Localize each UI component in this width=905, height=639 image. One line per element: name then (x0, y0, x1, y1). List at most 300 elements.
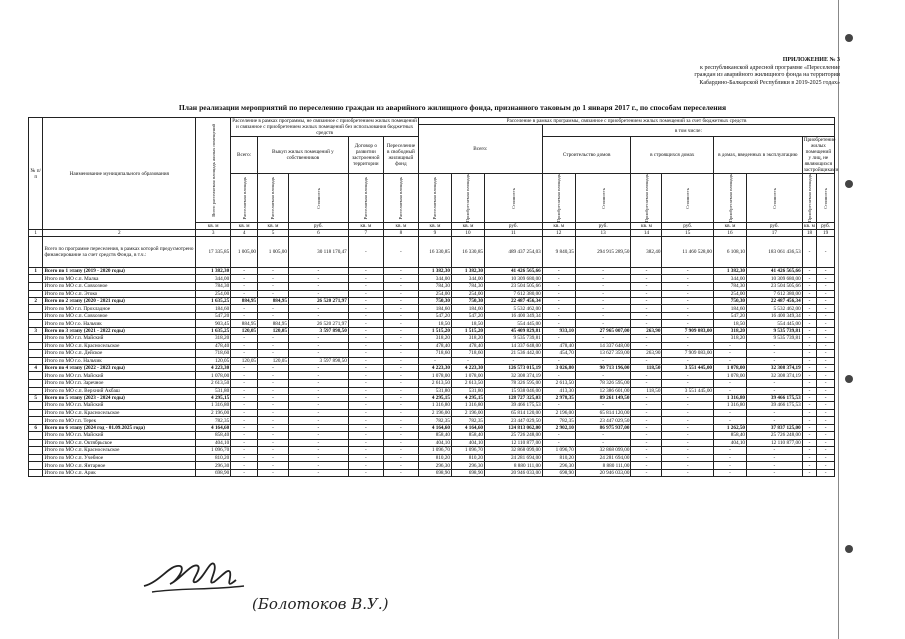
table-cell: 547,20 (451, 312, 484, 320)
table-cell: 254,00 (196, 290, 231, 298)
table-cell: - (348, 379, 383, 387)
table-row (29, 312, 835, 320)
table-cell: - (288, 350, 348, 358)
table-row (29, 417, 835, 425)
col-number: 6 (288, 230, 348, 237)
table-cell: 750,30 (418, 298, 451, 305)
table-cell: 547,20 (714, 312, 747, 320)
col-number: 2 (43, 230, 196, 237)
table-cell: - (383, 424, 418, 431)
row-number (29, 283, 43, 291)
table-cell: 3 551 445,00 (662, 365, 714, 372)
table-cell: 23 447 029,50 (485, 417, 543, 425)
col-number: 5 (258, 230, 289, 237)
table-cell: 1 382,30 (714, 268, 747, 275)
table-cell: - (802, 334, 816, 342)
table-cell: - (817, 342, 835, 350)
table-cell: - (802, 454, 816, 462)
table-cell: - (288, 275, 348, 283)
table-cell: 120,05 (231, 327, 258, 334)
table-cell: - (348, 417, 383, 425)
relocation-plan-table (28, 117, 839, 477)
table-cell: - (802, 283, 816, 291)
table-cell: - (288, 283, 348, 291)
table-row (29, 431, 835, 439)
table-cell: - (747, 342, 803, 350)
table-cell: 1 078,00 (714, 372, 747, 380)
table-cell: - (631, 439, 662, 447)
table-cell: - (631, 379, 662, 387)
row-number (29, 469, 43, 477)
row-number (29, 320, 43, 328)
table-cell: 1 382,30 (451, 268, 484, 275)
municipality-name: Итого по МО с.п. Совхозное (43, 312, 196, 320)
table-cell: - (231, 409, 258, 417)
table-cell: - (231, 290, 258, 298)
table-cell: - (817, 387, 835, 395)
table-cell: 1 382,30 (196, 268, 231, 275)
table-cell: 531,80 (451, 387, 484, 395)
table-cell: - (383, 350, 418, 358)
table-cell: - (575, 431, 631, 439)
table-cell: 1 635,25 (196, 298, 231, 305)
table-cell: 23 504 505,66 (747, 283, 803, 291)
col-number: 4 (231, 230, 258, 237)
table-cell: - (348, 298, 383, 305)
table-cell: 32 868 099,00 (485, 447, 543, 455)
col-header-b-total: Всего: (418, 125, 542, 174)
municipality-name: Итого по МО г.п. Майский (43, 431, 196, 439)
table-cell: 782,35 (451, 417, 484, 425)
row-number (29, 387, 43, 395)
table-cell: 1 316,80 (196, 402, 231, 410)
unit-cell: кв. м (258, 223, 289, 230)
table-cell: 7 612 380,00 (485, 290, 543, 298)
table-cell: - (662, 342, 714, 350)
table-cell: - (575, 334, 631, 342)
table-cell: - (662, 409, 714, 417)
table-cell: - (288, 387, 348, 395)
table-cell: - (542, 357, 575, 365)
table-cell: - (383, 298, 418, 305)
table-cell: - (662, 402, 714, 410)
table-cell: - (802, 327, 816, 334)
table-cell: - (383, 409, 418, 417)
municipality-name: Итого по МО г.п. Терек (43, 417, 196, 425)
table-cell: - (258, 275, 289, 283)
table-cell: - (258, 334, 289, 342)
table-cell: 933,10 (542, 327, 575, 334)
table-cell: - (288, 268, 348, 275)
punch-hole-mark (845, 375, 853, 383)
table-cell: - (802, 320, 816, 328)
table-row (29, 320, 835, 328)
col-number: 11 (485, 230, 543, 237)
unit-cell: кв. м (451, 223, 484, 230)
annex-header (610, 57, 840, 87)
row-number (29, 454, 43, 462)
table-cell: 404,10 (196, 439, 231, 447)
table-cell: 41 426 565,66 (747, 268, 803, 275)
table-cell: - (817, 268, 835, 275)
table-cell: - (383, 462, 418, 470)
table-cell: 698,90 (542, 469, 575, 477)
table-cell: - (631, 342, 662, 350)
table-cell: 1 078,00 (418, 372, 451, 380)
municipality-name: Итого по МО с.п. Дейское (43, 350, 196, 358)
table-row (29, 342, 835, 350)
table-cell: 382,40 (631, 237, 662, 268)
table-row-stage (29, 298, 835, 305)
table-cell: - (747, 387, 803, 395)
table-cell: - (348, 395, 383, 402)
table-cell: - (258, 305, 289, 313)
table-cell: - (485, 357, 543, 365)
table-row (29, 402, 835, 410)
table-cell: - (348, 469, 383, 477)
table-cell: 254,00 (451, 290, 484, 298)
table-cell: - (348, 409, 383, 417)
table-cell: - (817, 365, 835, 372)
table-cell: 1 515,20 (451, 327, 484, 334)
table-cell: - (575, 320, 631, 328)
table-cell: 344,00 (714, 275, 747, 283)
table-cell: - (348, 387, 383, 395)
table-row-total (29, 237, 835, 268)
table-cell: - (631, 409, 662, 417)
page-edge-line (838, 0, 839, 639)
table-cell: - (231, 424, 258, 431)
table-cell: 7 909 083,00 (662, 350, 714, 358)
table-cell: 15 938 046,00 (485, 387, 543, 395)
table-cell: 3 026,80 (542, 365, 575, 372)
table-cell: - (747, 379, 803, 387)
sub-header-cost: Стоимость (747, 174, 803, 223)
table-cell: - (714, 447, 747, 455)
table-cell: - (631, 275, 662, 283)
table-cell: - (802, 290, 816, 298)
col-number: 8 (383, 230, 418, 237)
row-number (29, 342, 43, 350)
table-cell: - (575, 298, 631, 305)
col-number: 10 (451, 230, 484, 237)
table-cell: - (348, 454, 383, 462)
table-cell: - (817, 424, 835, 431)
table-cell: 23 447 029,50 (575, 417, 631, 425)
table-cell: - (817, 439, 835, 447)
table-cell: - (258, 312, 289, 320)
table-row (29, 290, 835, 298)
table-cell: 118,50 (631, 365, 662, 372)
table-cell: - (348, 290, 383, 298)
table-cell: - (662, 334, 714, 342)
table-cell: - (802, 469, 816, 477)
table-cell: 4 164,60 (451, 424, 484, 431)
table-cell: - (383, 327, 418, 334)
table-cell: - (662, 431, 714, 439)
table-cell: 45 409 829,81 (485, 327, 543, 334)
municipality-name: Итого по МО г.о. Нальчик (43, 357, 196, 365)
table-cell: - (714, 462, 747, 470)
table-cell: - (542, 305, 575, 313)
table-cell: 454,70 (542, 350, 575, 358)
table-cell: - (802, 312, 816, 320)
table-cell: 4 295,15 (418, 395, 451, 402)
sub-header-acq-area: Приобретаемая площадь (631, 174, 662, 223)
table-cell: - (714, 379, 747, 387)
table-cell: 547,20 (418, 312, 451, 320)
table-cell: 903,45 (196, 320, 231, 328)
col-header-num: № п/п (29, 118, 43, 230)
table-cell: - (258, 424, 289, 431)
table-cell: - (231, 454, 258, 462)
table-cell: - (631, 305, 662, 313)
municipality-name: Всего по 2 этапу (2020 - 2021 годы) (43, 298, 196, 305)
municipality-name: Итого по МО с.п. Красносельское (43, 447, 196, 455)
table-cell: 554 445,00 (485, 320, 543, 328)
table-cell: 810,20 (542, 454, 575, 462)
table-cell: - (231, 439, 258, 447)
table-cell: 1 382,30 (418, 268, 451, 275)
table-cell: - (714, 342, 747, 350)
table-cell: - (288, 312, 348, 320)
table-cell: - (383, 320, 418, 328)
table-cell: 41 426 565,66 (485, 268, 543, 275)
table-cell: 1 262,50 (714, 424, 747, 431)
table-cell: - (802, 237, 816, 268)
table-cell: 2 196,00 (418, 409, 451, 417)
table-cell: 263,90 (631, 327, 662, 334)
table-cell: 344,00 (451, 275, 484, 283)
table-cell: 24 281 694,00 (575, 454, 631, 462)
table-cell: - (348, 275, 383, 283)
table-cell: - (817, 379, 835, 387)
table-cell: - (747, 357, 803, 365)
table-cell: - (542, 290, 575, 298)
table-cell: - (258, 417, 289, 425)
table-cell: 90 713 196,00 (575, 365, 631, 372)
table-cell: 2 613,50 (542, 379, 575, 387)
table-cell: 4 164,60 (418, 424, 451, 431)
table-cell: - (631, 395, 662, 402)
table-cell: - (383, 387, 418, 395)
table-cell: 531,80 (418, 387, 451, 395)
municipality-name: Итого по МО с.п. Учебное (43, 454, 196, 462)
table-cell: 782,35 (418, 417, 451, 425)
table-cell: 120,05 (258, 327, 289, 334)
table-cell: - (747, 350, 803, 358)
table-cell: 89 261 149,50 (575, 395, 631, 402)
table-cell: - (542, 439, 575, 447)
table-cell: - (231, 312, 258, 320)
table-row (29, 350, 835, 358)
table-cell: 344,00 (418, 275, 451, 283)
table-cell: 1 096,70 (542, 447, 575, 455)
table-cell: - (662, 424, 714, 431)
table-cell: - (258, 454, 289, 462)
table-cell: - (631, 431, 662, 439)
table-cell: - (817, 454, 835, 462)
table-cell: - (747, 462, 803, 470)
unit-cell: кв. м (804, 223, 815, 230)
col-number: 3 (196, 230, 231, 237)
table-cell: - (383, 334, 418, 342)
row-number (29, 372, 43, 380)
table-cell: 750,30 (714, 298, 747, 305)
table-row (29, 454, 835, 462)
row-number (29, 357, 43, 365)
table-cell: - (231, 372, 258, 380)
table-cell: - (817, 237, 835, 268)
table-row-stage (29, 327, 835, 334)
table-cell: - (817, 350, 835, 358)
table-cell: - (348, 402, 383, 410)
table-row (29, 439, 835, 447)
table-cell: 16 330,85 (451, 237, 484, 268)
municipality-name: Итого по МО с.п. Совхозное (43, 283, 196, 291)
table-cell: - (348, 342, 383, 350)
table-cell: 1 096,70 (196, 447, 231, 455)
table-cell: 184,60 (714, 305, 747, 313)
col-number: 18 (802, 230, 816, 237)
table-cell: 296,30 (451, 462, 484, 470)
table-cell: - (714, 454, 747, 462)
table-cell: - (542, 372, 575, 380)
table-cell: 10 309 680,00 (485, 275, 543, 283)
table-row (29, 283, 835, 291)
row-number (29, 350, 43, 358)
sub-header-cost: Стоимость (662, 174, 714, 223)
table-cell: 698,90 (418, 469, 451, 477)
table-cell: 5 532 462,00 (485, 305, 543, 313)
table-cell: 120,05 (258, 357, 289, 365)
col-header-b-other: Приобретение жилых помещений у лиц, не являющихся застройщиками (803, 137, 839, 173)
table-cell: - (288, 424, 348, 431)
table-cell: 782,35 (196, 417, 231, 425)
table-cell: 9 840,35 (542, 237, 575, 268)
table-cell: - (631, 447, 662, 455)
table-cell: - (802, 379, 816, 387)
table-cell: 404,10 (451, 439, 484, 447)
table-cell: - (631, 268, 662, 275)
sub-header-area: Расселяемая площадь (231, 174, 258, 223)
table-cell: - (348, 312, 383, 320)
table-row (29, 275, 835, 283)
table-cell: - (348, 268, 383, 275)
unit-cell: кв. м (542, 223, 575, 230)
table-cell: - (288, 290, 348, 298)
table-cell: 296,30 (418, 462, 451, 470)
row-number (29, 379, 43, 387)
table-cell: - (747, 469, 803, 477)
table-cell: - (662, 283, 714, 291)
table-cell: 1 005,00 (258, 237, 289, 268)
table-cell: 23 504 505,66 (485, 283, 543, 291)
table-cell: 718,60 (196, 350, 231, 358)
table-cell: - (714, 469, 747, 477)
municipality-name: Итого по МО с.п. Янтарное (43, 462, 196, 470)
column-number-row (29, 230, 835, 237)
table-cell: - (631, 402, 662, 410)
row-number (29, 312, 43, 320)
table-cell: - (288, 469, 348, 477)
table-cell: - (631, 372, 662, 380)
col-number: 15 (662, 230, 714, 237)
table-cell: 10 309 680,00 (747, 275, 803, 283)
municipality-name: Итого по МО г.о. Нальчик (43, 320, 196, 328)
table-cell: 1 515,20 (418, 327, 451, 334)
table-cell: 16 400 349,34 (485, 312, 543, 320)
table-cell: - (802, 424, 816, 431)
table-cell: 884,95 (231, 298, 258, 305)
table-cell: 1 078,00 (714, 365, 747, 372)
table-cell: - (288, 447, 348, 455)
table-cell: - (542, 334, 575, 342)
row-number (29, 409, 43, 417)
table-cell: - (542, 312, 575, 320)
table-cell: - (348, 237, 383, 268)
punch-hole-mark (845, 34, 853, 42)
table-cell: 18,50 (451, 320, 484, 328)
document-title: План реализации мероприятий по переселению граждан из аварийного жилищного фонда, признанного таковым до 1 января 2017 г., по способам переселения (178, 103, 727, 112)
table-cell: - (542, 268, 575, 275)
municipality-name: Итого по МО с.п. Октябрьское (43, 439, 196, 447)
sub-header-cost: Стоимость (817, 174, 835, 223)
table-cell: 21 536 442,00 (485, 350, 543, 358)
col-header-a-total: Всего: (231, 137, 258, 174)
annex-line: граждан из аварийного жилищного фонда на территории (694, 72, 840, 79)
table-cell: 7 612 380,00 (747, 290, 803, 298)
table-cell: 78 326 595,00 (485, 379, 543, 387)
table-cell: 478,40 (451, 342, 484, 350)
unit-cell: кв. м (631, 223, 662, 230)
unit-cell: кв. м (231, 223, 258, 230)
table-cell: - (802, 275, 816, 283)
table-cell: - (631, 320, 662, 328)
table-cell: - (288, 379, 348, 387)
table-cell: 124 813 062,00 (485, 424, 543, 431)
table-cell: - (662, 290, 714, 298)
municipality-name: Итого по МО г.п. Прохладное (43, 305, 196, 313)
table-cell: - (348, 424, 383, 431)
table-row-stage (29, 365, 835, 372)
table-cell: 318,20 (451, 334, 484, 342)
col-header-b-build: Строительство домов (542, 137, 631, 174)
table-cell: 78 326 595,00 (575, 379, 631, 387)
table-cell: 8 880 111,00 (575, 462, 631, 470)
table-cell: - (575, 357, 631, 365)
table-cell: - (348, 357, 383, 365)
table-cell: - (258, 439, 289, 447)
table-cell: 2 902,10 (542, 424, 575, 431)
table-cell: 4 223,30 (196, 365, 231, 372)
table-row (29, 387, 835, 395)
table-cell: - (451, 357, 484, 365)
table-cell: 3 551 445,00 (662, 387, 714, 395)
table-cell: - (348, 327, 383, 334)
table-cell: 858,40 (714, 431, 747, 439)
col-number: 7 (348, 230, 383, 237)
table-row (29, 372, 835, 380)
table-cell: - (258, 431, 289, 439)
table-cell: - (418, 357, 451, 365)
table-cell: - (631, 298, 662, 305)
table-cell: - (383, 379, 418, 387)
row-number (29, 431, 43, 439)
table-cell: 413,30 (542, 387, 575, 395)
table-cell: - (258, 469, 289, 477)
sub-header-acq-area: Приобретаемая площадь (451, 174, 484, 223)
